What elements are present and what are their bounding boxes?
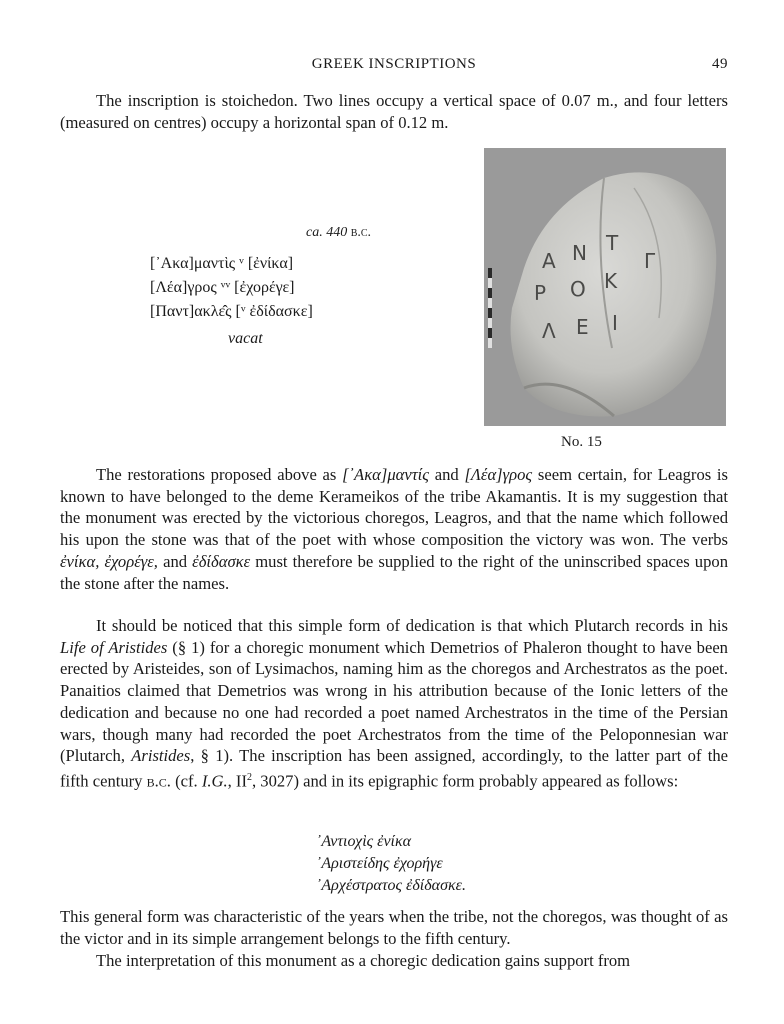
dedication-line-2: ᾿Αριστείδης ἐχορήγε (316, 855, 443, 872)
inscription-date: ca. 440 b.c. (306, 225, 372, 240)
running-title: GREEK INSCRIPTIONS (311, 56, 477, 72)
scale-bar (488, 268, 492, 348)
stone-photograph (484, 148, 726, 426)
figure-caption: No. 15 (561, 434, 602, 450)
paragraph-plutarch: It should be noticed that this simple form of dedication is that which Plutarch records in his Life of Aristides (§ 1) for a choregic monument which Demetrios of Phaleron thought to have been erected by Aristeides, son of Lysimachos, naming him as the choregos and Archestratos as the poet. Panaitios claimed that Demetrios was wrong in his attribution because of the Ionic letters of the dedication and because no one had recorded a poet named Archestratos in the time of the Persian wars, though many had recorded the poet Archestratos from the time of the Peloponnesian war (Plutarch, Aristides, § 1). The inscription has been assigned, accordingly, to the latter part of the fifth century b.c. (cf. I.G., $II^2$, 3027) and in its epigraphic form probably appeared as follows: (60, 616, 729, 791)
stone-letter: Α (542, 249, 556, 273)
paragraph-restorations: The restorations proposed above as [᾿Ακα]μαντίς and [Λέα]γρος seem certain, for Leagros is known to have belonged to the deme Kerameikos of the tribe Akamantis. It is my suggestion that the monument was erected by the victorious choregos, Leagros, and that the name which followed his upon the stone was that of the poet with whose composition the victory was won. The verbs ἐνίκα, ἐχορέγε, and ἐδίδασκε must therefore be supplied to the right of the uninscribed spaces upon the stone after the names. (60, 465, 728, 593)
intro-paragraph: The inscription is stoichedon. Two lines occupy a vertical space of 0.07 m., and four letters (measured on centres) occupy a horizontal span of 0.12 m. (60, 91, 728, 132)
stone-letter: Τ (606, 231, 619, 255)
dedication-line-1: ᾿Αντιοχὶς ἐνίκα (316, 833, 412, 850)
stone-letter: Ι (612, 311, 618, 335)
stone-letter: Γ (644, 249, 656, 273)
stone-letter: Ρ (534, 281, 547, 305)
stone-letter: Ε (576, 315, 589, 339)
stone-letter: Λ (542, 319, 556, 343)
stone-letter: Ν (572, 241, 587, 265)
inscription-line-2: [Λέα]γρος ᵛᵛ [ἐχορέγε] (150, 279, 295, 296)
stone-letter: Κ (604, 269, 618, 293)
inscription-line-3: [Παντ]ακλε̂ς [ᵛ ἐδίδασκε] (150, 303, 313, 320)
vacat-note: vacat (228, 330, 263, 347)
paragraph-interpretation: The interpretation of this monument as a choregic dedication gains support from (96, 951, 631, 970)
stone-fragment-image (484, 148, 726, 426)
dedication-line-3: ᾿Αρχέστρατος ἐδίδασκε. (316, 877, 466, 894)
paragraph-general-form: This general form was characteristic of the years when the tribe, not the choregos, was thought of as the victor and in its simple arrangement belongs to the fifth century. (60, 907, 728, 948)
stone-letter: Ο (570, 277, 586, 301)
running-header (60, 56, 728, 76)
page-number: 49 (712, 56, 728, 72)
inscription-line-1: [᾿Ακα]μαντὶς ᵛ [ἐνίκα] (150, 255, 294, 272)
